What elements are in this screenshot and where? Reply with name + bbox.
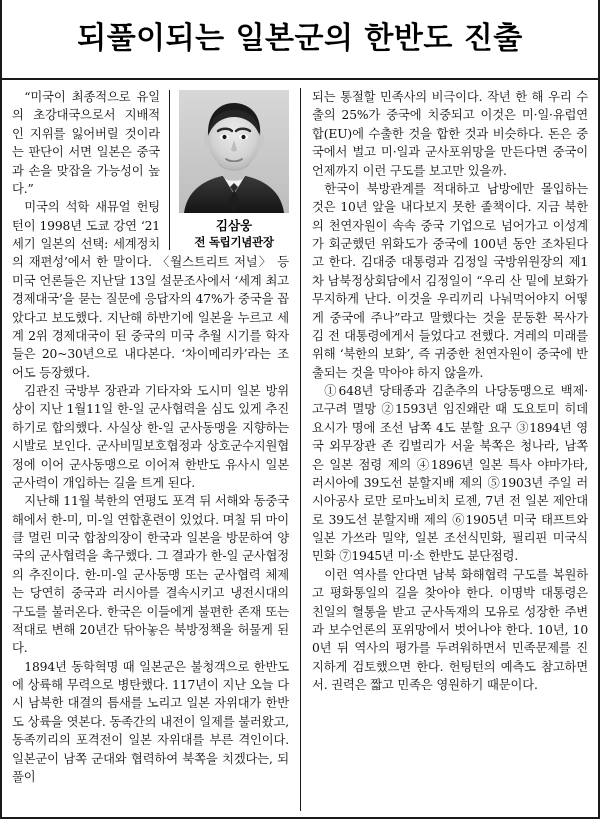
byline-name: 김삼웅 — [215, 218, 253, 233]
paragraph: 되는 통절할 민족사의 비극이다. 작년 한 해 우리 수출의 25%가 중국에 치중되고 이것은 미·일·유럽연합(EU)에 수출한 것을 합한 것과 비슷하다. 돈은 중국에서 벌고 미·일과 군사포위망을 만든다면 중국이 언제까지 이런 구도를 보고만 있을까. — [312, 90, 588, 178]
paragraph: 한국이 북방관계를 적대하고 남방에만 몰입하는 것은 10년 앞을 내다보지 못한 졸책이다. 지금 북한의 천연자원이 속속 중국 기업으로 넘어가고 이성계가 회군했던 위화도가 중국에 100년 동안 조차된다고 한다. 김대중 대통령과 김정일 국방위원장의 제1차 남북정상회담에서 김정일이 “우리 산 밑에 보화가 무지하게 난다. 이것을 우리끼리 나눠먹어야지 어떻게 중국에 주나”라고 말했다는 것을 문동환 목사가 김 전 대통령에게서 들었다고 전했다. 겨레의 미래를 위해 ‘북한의 보화’, 즉 귀중한 천연자원이 중국에 반출되는 것을 막아야 하지 않을까. — [312, 181, 588, 380]
paragraph: “미국이 최종적으로 유일의 초강대국으로서 지배적인 지위를 잃어버릴 것이라는 판단이 서면 일본은 중국과 손을 맞잡을 가능성이 높다.” — [12, 90, 160, 196]
paragraph: 1894년 동학혁명 때 일본군은 불청객으로 한반도에 상륙해 무력으로 병탄했다. 117년이 지난 오늘 다시 남북한 대결의 틈새를 노리고 일본 자위대가 한반도 상륙을 엿본다. 동족간의 내전이 일제를 불러왔고, 동족끼리의 포격전이 일본 자위대를 부른 격인이다. 일본군이 남쪽 군대와 협력하여 북쪽을 치겠다는, 되풀이 — [12, 659, 289, 784]
headline-zone — [2, 0, 598, 80]
paragraph: 이런 역사를 안다면 남북 화해협력 구도를 복원하고 평화통일의 길을 찾아야 한다. 이명박 대통령은 친일의 혈통을 받고 군사독재의 모유로 성장한 주변과 보수언론의 포위망에서 벗어나야 한다. 10년, 100년 뒤 역사의 평가를 두려워하면서 민족문제를 진지하게 검토했으면 한다. 헌팅턴의 예측도 참고하면서. 권력은 짧고 민족은 영원하기 때문이다. — [312, 567, 588, 692]
article-body — [2, 82, 598, 819]
paragraph: 김관진 국방부 장관과 기타자와 도시미 일본 방위상이 지난 1월11일 한-일 군사협력을 심도 있게 추진하기로 합의했다. 사실상 한-일 군사동맹을 지향하는 시발로 보인다. 군사비밀보호협정과 상호군수지원협정에 이어 군사동맹으로 이어져 한반도 유사시 일본 군사력이 개입하는 길을 트게 된다. — [12, 384, 289, 490]
paragraph: ①648년 당태종과 김춘추의 나당동맹으로 백제·고구려 멸망 ②1593년 임진왜란 때 도요토미 히데요시가 명에 조선 남쪽 4도 분할 요구 ③1894년 영국 외무장관 존 킴벌리가 서울 북쪽은 청나라, 남쪽은 일본 점령 제의 ④1896년 일본 특사 야마가타, 러시아에 39도선 분할지배 제의 ⑤1903년 주일 러시아공사 로만 로마노비치 로젠, 7년 전 일본 제안대로 39도선 분할지배 제의 ⑥1905년 미국 태프트와 일본 가쓰라 밀약, 일본 조선식민화, 필리핀 미국식민화 ⑦1945년 미·소 한반도 분단점령. — [312, 384, 588, 564]
paragraph: 미국의 석학 새뮤얼 헌팅턴이 1998년 도쿄 강연 ‘21세기 일본의 선택: 세계정치의 재편성’에서 한 말이다. 〈월스트리트 저널〉 등 미국 언론들은 지난달 13일 설문조사에서 ‘세계 최고 경제대국’을 묻는 질문에 응답자의 47%가 중국을 꼽았다고 보도했다. 지난해 하반기에 일본을 누르고 세계 2위 경제대국이 된 중국의 미국 추월 시기를 학자들은 20~30년으로 내다본다. ‘차이메리카’라는 조어도 등장했다. — [12, 200, 289, 380]
page-title: 되풀이되는 일본군의 한반도 진출 — [77, 21, 523, 56]
column-container — [12, 88, 588, 811]
text-column-left — [12, 88, 300, 811]
text-column-right — [300, 88, 588, 811]
author-portrait-photo — [179, 90, 289, 213]
paragraph: 지난해 11월 북한의 연평도 포격 뒤 서해와 동중국해에서 한-미, 미-일 연합훈련이 있었다. 며칠 뒤 마이클 멀린 미국 합참의장이 한국과 일본을 방문하여 양국의 군사협력을 촉구했다. 그 결과가 한-일 군사협정의 추진이다. 한-미-일 군사동맹 또는 군사협력 체제는 당연히 중국과 러시아를 결속시키고 냉전시대의 구도를 불러온다. 한국은 이들에게 불편한 존재 또는 적대로 변해 20년간 닦아놓은 북방정책을 허물게 된다. — [12, 494, 289, 656]
byline-role: 전 독립기념관장 — [194, 234, 274, 249]
byline-photo-block — [169, 90, 289, 250]
